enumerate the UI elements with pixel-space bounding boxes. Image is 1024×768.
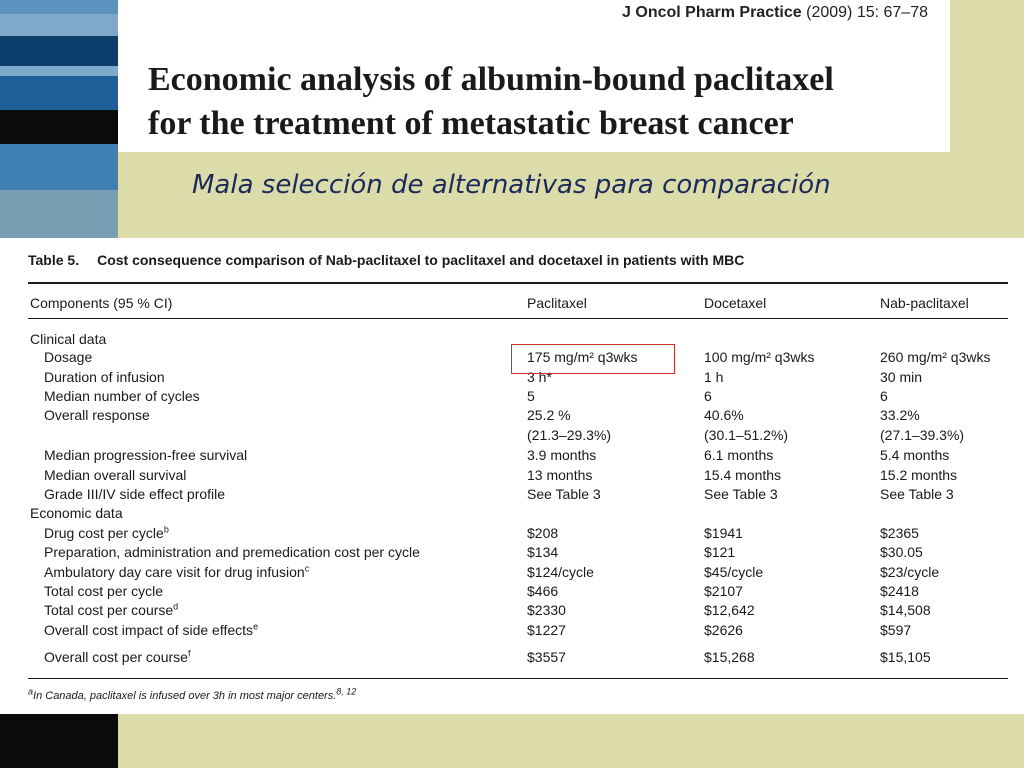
table-cell: 1 h bbox=[704, 369, 724, 385]
stripe bbox=[0, 714, 118, 768]
table-top-rule bbox=[28, 282, 1008, 284]
table-cell: 5.4 months bbox=[880, 447, 950, 463]
table-cell: 13 months bbox=[527, 467, 593, 483]
table-cell: 25.2 % bbox=[527, 407, 571, 423]
footnote-marker: c bbox=[304, 563, 310, 574]
table-cell: $466 bbox=[527, 583, 559, 599]
table-cell: 6 bbox=[704, 388, 712, 404]
footnote-marker: e bbox=[253, 621, 259, 632]
table-cell: 40.6% bbox=[704, 407, 744, 423]
paper-title-line-2: for the treatment of metastatic breast cancer bbox=[148, 105, 794, 142]
table-cell: $12,642 bbox=[704, 602, 755, 618]
table-cell: $1941 bbox=[704, 525, 743, 541]
stripe bbox=[0, 66, 118, 76]
table-cell: $134 bbox=[527, 544, 559, 560]
table-cell: $597 bbox=[880, 622, 912, 638]
footnote-marker: f bbox=[187, 648, 191, 659]
row-label: Overall cost per course$^f$ bbox=[44, 648, 191, 665]
table-cell: 6 bbox=[880, 388, 888, 404]
header-components: Components (95 % CI) bbox=[30, 295, 173, 311]
stripe bbox=[0, 190, 118, 238]
table-cell: See Table 3 bbox=[527, 486, 601, 502]
table-caption-text: Cost consequence comparison of Nab-paclitaxel to paclitaxel and docetaxel in patients with MBC bbox=[97, 252, 745, 268]
table-cell: $3557 bbox=[527, 649, 566, 665]
row-label: Median number of cycles bbox=[44, 388, 200, 404]
row-label: Preparation, administration and premedication cost per cycle bbox=[44, 544, 420, 560]
table-number: Table 5. bbox=[28, 252, 80, 268]
table-cell: $2365 bbox=[880, 525, 919, 541]
stripe bbox=[0, 36, 118, 66]
row-label: Median overall survival bbox=[44, 467, 187, 483]
footnote-marker: d bbox=[173, 601, 179, 612]
table-cell: $2418 bbox=[880, 583, 919, 599]
paper-title bbox=[148, 58, 948, 146]
row-label: Total cost per course$^d$ bbox=[44, 601, 179, 618]
table-cell: $30.05 bbox=[880, 544, 923, 560]
table-cell: 260 mg/m² q3wks bbox=[880, 349, 991, 365]
row-label: Economic data bbox=[30, 505, 123, 521]
table-cell: (27.1–39.3%) bbox=[880, 427, 965, 443]
paper-title-line-1: Economic analysis of albumin-bound paclitaxel bbox=[148, 61, 834, 98]
table-cell: 3 h* bbox=[527, 369, 552, 385]
table-cell: $45/cycle bbox=[704, 564, 764, 580]
row-label: Ambulatory day care visit for drug infusion$^c$ bbox=[44, 563, 310, 580]
table-cell: 33.2% bbox=[880, 407, 920, 423]
row-label: Dosage bbox=[44, 349, 93, 365]
table-cell: $208 bbox=[527, 525, 559, 541]
row-label: Clinical data bbox=[30, 331, 107, 347]
table-cell: 15.4 months bbox=[704, 467, 782, 483]
table-bottom-rule bbox=[28, 678, 1008, 679]
table-cell: $15,105 bbox=[880, 649, 931, 665]
stripe bbox=[0, 14, 118, 36]
table-cell: 5 bbox=[527, 388, 535, 404]
table-cell: 30 min bbox=[880, 369, 923, 385]
row-label: Grade III/IV side effect profile bbox=[44, 486, 226, 502]
table-cell: $2107 bbox=[704, 583, 743, 599]
stripe bbox=[0, 110, 118, 144]
table-cell: See Table 3 bbox=[880, 486, 954, 502]
dosage-highlight-box bbox=[511, 344, 675, 374]
header-nab-paclitaxel: Nab-paclitaxel bbox=[880, 295, 969, 311]
row-label: Overall response bbox=[44, 407, 150, 423]
slide-subtitle: Mala selección de alternativas para comparación bbox=[192, 170, 831, 200]
table-cell: $121 bbox=[704, 544, 736, 560]
table-header-rule bbox=[28, 318, 1008, 319]
table-cell: $15,268 bbox=[704, 649, 755, 665]
table-cell: 175 mg/m² q3wks bbox=[527, 349, 638, 365]
table-cell: $23/cycle bbox=[880, 564, 940, 580]
table-cell: $2330 bbox=[527, 602, 566, 618]
table-cell: 6.1 months bbox=[704, 447, 774, 463]
table-cell: 3.9 months bbox=[527, 447, 597, 463]
table-cell: $124/cycle bbox=[527, 564, 594, 580]
stripe bbox=[0, 76, 118, 110]
table-cell: See Table 3 bbox=[704, 486, 778, 502]
table-cell: (21.3–29.3%) bbox=[527, 427, 612, 443]
footnote-a: $^a$In Canada, paclitaxel is infused over 3h in most major centers.$^{8, 12}$ bbox=[28, 686, 357, 702]
table-cell: $14,508 bbox=[880, 602, 931, 618]
table-cell: $2626 bbox=[704, 622, 743, 638]
table-panel bbox=[0, 238, 1024, 714]
footnote-marker: b bbox=[163, 524, 169, 535]
table-cell: 100 mg/m² q3wks bbox=[704, 349, 815, 365]
stripe bbox=[0, 0, 118, 14]
row-label: Median progression-free survival bbox=[44, 447, 248, 463]
row-label: Drug cost per cycle$^b$ bbox=[44, 524, 169, 541]
journal-details: (2009) 15: 67–78 bbox=[806, 4, 928, 21]
row-label: Total cost per cycle bbox=[44, 583, 164, 599]
header-paclitaxel: Paclitaxel bbox=[527, 295, 587, 311]
journal-header bbox=[118, 0, 950, 152]
table-cell: $1227 bbox=[527, 622, 566, 638]
row-label: Overall cost impact of side effects$^e$ bbox=[44, 621, 259, 638]
stripe bbox=[0, 144, 118, 190]
row-label: Duration of infusion bbox=[44, 369, 165, 385]
journal-reference bbox=[622, 4, 928, 22]
table-caption bbox=[28, 252, 744, 268]
table-cell: 15.2 months bbox=[880, 467, 958, 483]
header-docetaxel: Docetaxel bbox=[704, 295, 767, 311]
journal-name: J Oncol Pharm Practice bbox=[622, 4, 802, 21]
table-cell: (30.1–51.2%) bbox=[704, 427, 789, 443]
